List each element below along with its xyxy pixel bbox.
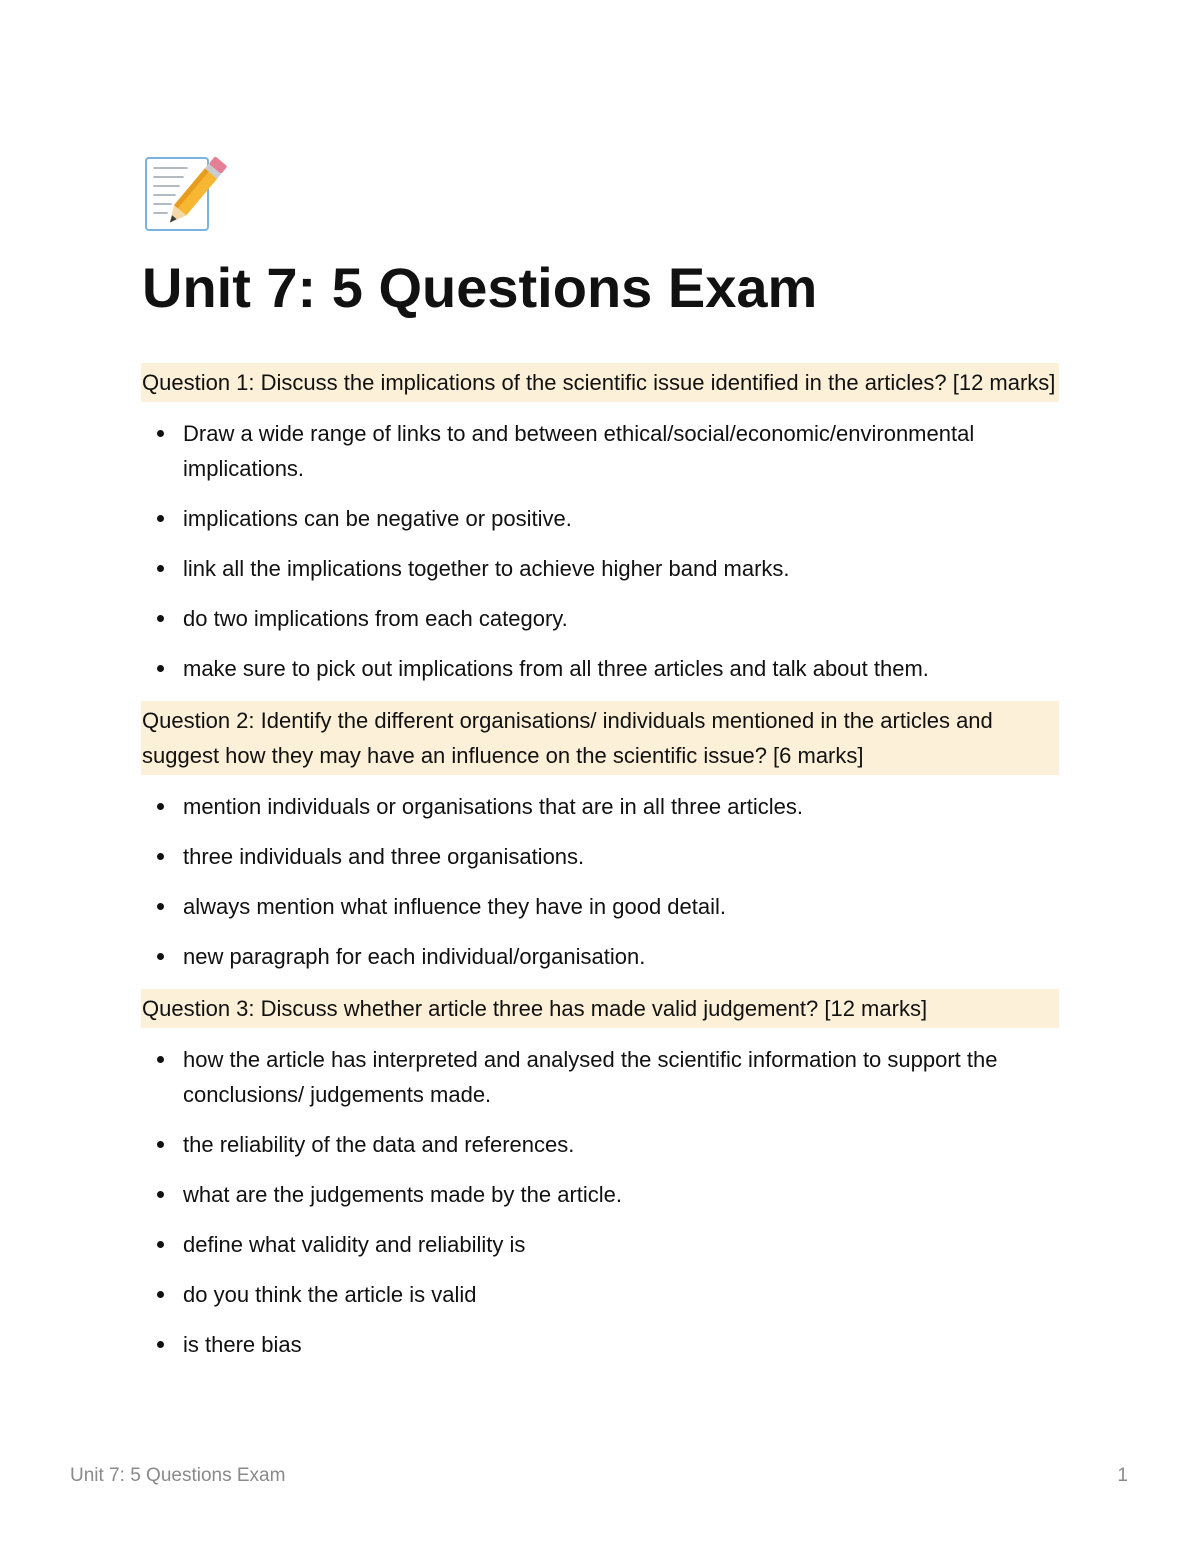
question-section [141,701,1059,974]
list-item: mention individuals or organisations that are in all three articles. [141,789,1059,824]
question-section [141,363,1059,686]
page-title: Unit 7: 5 Questions Exam [142,256,818,319]
bullet-list [141,789,1059,974]
page-number: 1 [1117,1465,1128,1486]
list-item: implications can be negative or positive. [141,501,1059,536]
question-heading: Question 3: Discuss whether article three has made valid judgement? [12 marks] [141,989,1059,1028]
list-item: what are the judgements made by the article. [141,1177,1059,1212]
list-item: make sure to pick out implications from all three articles and talk about them. [141,651,1059,686]
footer-document-title: Unit 7: 5 Questions Exam [70,1465,286,1486]
list-item: is there bias [141,1327,1059,1362]
list-item: three individuals and three organisations. [141,839,1059,874]
list-item: do two implications from each category. [141,601,1059,636]
list-item: always mention what influence they have in good detail. [141,889,1059,924]
list-item: the reliability of the data and references. [141,1127,1059,1162]
bullet-list [141,1042,1059,1362]
bullet-list [141,416,1059,686]
list-item: new paragraph for each individual/organisation. [141,939,1059,974]
memo-pencil-icon [143,153,227,235]
list-item: do you think the article is valid [141,1277,1059,1312]
list-item: Draw a wide range of links to and between ethical/social/economic/environmental implications. [141,416,1059,486]
question-heading: Question 2: Identify the different organisations/ individuals mentioned in the articles and suggest how they may have an influence on the scientific issue? [6 marks] [141,701,1059,775]
question-section [141,989,1059,1362]
list-item: define what validity and reliability is [141,1227,1059,1262]
list-item: how the article has interpreted and analysed the scientific information to support the conclusions/ judgements made. [141,1042,1059,1112]
document-body [141,363,1059,1377]
question-heading: Question 1: Discuss the implications of the scientific issue identified in the articles? [12 marks] [141,363,1059,402]
list-item: link all the implications together to achieve higher band marks. [141,551,1059,586]
